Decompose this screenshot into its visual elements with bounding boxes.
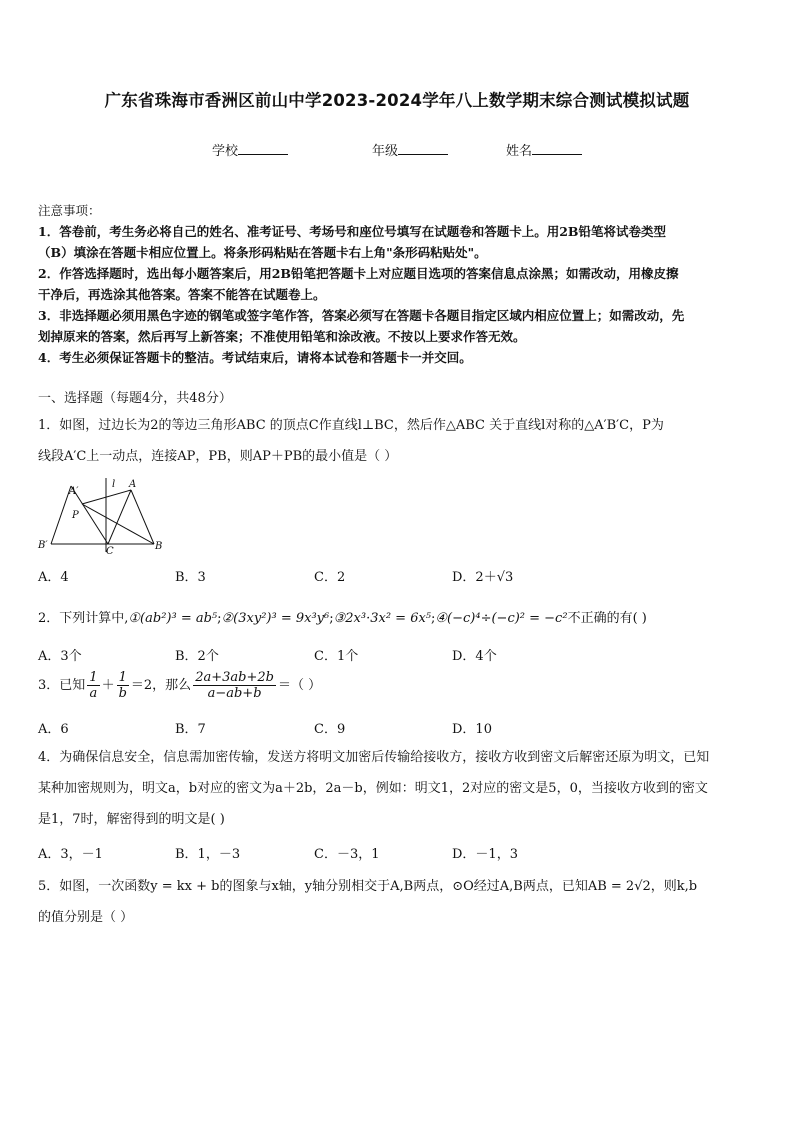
segment-pb bbox=[82, 504, 154, 544]
q1-option-a[interactable]: A．4 bbox=[38, 570, 69, 585]
q3-prefix: 3．已知 bbox=[38, 678, 86, 693]
question-1 bbox=[38, 410, 760, 472]
note-line: 2．作答选择题时，选出每小题答案后，用2B铅笔把答题卡上对应题目选项的答案信息点涂黑；如需改动，用橡皮擦 bbox=[38, 266, 679, 281]
q2-option-d[interactable]: D．4个 bbox=[452, 649, 497, 664]
q3-mid: ＝2，那么 bbox=[130, 678, 192, 693]
q3-option-b[interactable]: B．7 bbox=[175, 722, 206, 737]
name-blank[interactable] bbox=[532, 142, 582, 155]
grade-blank[interactable] bbox=[398, 142, 448, 155]
school-blank[interactable] bbox=[238, 142, 288, 155]
q4-option-c[interactable]: C．－3，1 bbox=[314, 847, 380, 862]
note-line: 3．非选择题必须用黑色字迹的钢笔或签字笔作答，答案必须写在答题卡各题目指定区域内相应位置上；如需改动，先 bbox=[38, 308, 685, 323]
q2-expr-1: ①(ab²)³ = ab⁵ bbox=[128, 611, 218, 626]
section-heading: 一、选择题（每题4分，共48分） bbox=[38, 391, 232, 406]
note-line: 干净后，再选涂其他答案。答案不能答在试题卷上。 bbox=[38, 287, 326, 302]
q4-option-d[interactable]: D．－1，3 bbox=[452, 847, 518, 862]
school-field[interactable] bbox=[212, 140, 288, 159]
question-2 bbox=[38, 607, 760, 626]
label-a: A bbox=[129, 479, 137, 490]
q4-options bbox=[38, 843, 760, 863]
note-line: （B）填涂在答题卡相应位置上。将条形码粘贴在答题卡右上角"条形码粘贴处"。 bbox=[38, 245, 487, 260]
q3-option-d[interactable]: D．10 bbox=[452, 722, 492, 737]
label-b: B bbox=[155, 541, 163, 552]
q3-suffix: ＝（ ） bbox=[277, 678, 322, 693]
edge-a1-b1 bbox=[51, 486, 71, 544]
label-a-prime: A′ bbox=[69, 486, 79, 497]
q4-line1: 4．为确保信息安全，信息需加密传输，发送方将明文加密后传输给接收方，接收方收到密文后解密还原为明文，已知 bbox=[38, 750, 710, 765]
q2-prefix: 2．下列计算中, bbox=[38, 611, 129, 626]
q2-expr-2: ②(3xy²)³ = 9x³y⁶ bbox=[221, 611, 330, 626]
note-line: 1．答卷前，考生务必将自己的姓名、准考证号、考场号和座位号填写在试题卷和答题卡上。用2B铅笔将试卷类型 bbox=[38, 224, 666, 239]
q2-option-c[interactable]: C．1个 bbox=[314, 649, 359, 664]
q1-option-b[interactable]: B．3 bbox=[175, 570, 206, 585]
q3-option-c[interactable]: C．9 bbox=[314, 722, 346, 737]
question-4 bbox=[38, 742, 760, 835]
q2-separator: ; bbox=[431, 611, 436, 626]
q2-expr-4: ④(−c)⁴÷(−c)² = −c² bbox=[435, 611, 568, 626]
label-b-prime: B′ bbox=[38, 540, 48, 551]
question-5 bbox=[38, 871, 760, 933]
q2-option-b[interactable]: B．2个 bbox=[175, 649, 219, 664]
q2-options bbox=[38, 645, 760, 665]
note-line: 划掉原来的答案，然后再写上新答案；不准使用铅笔和涂改液。不按以上要求作答无效。 bbox=[38, 329, 526, 344]
q1-figure bbox=[36, 476, 176, 558]
grade-field[interactable] bbox=[372, 140, 448, 159]
q3-option-a[interactable]: A．6 bbox=[38, 722, 69, 737]
q4-option-a[interactable]: A．3，－1 bbox=[38, 847, 103, 862]
q4-line3: 是1，7时，解密得到的明文是( ) bbox=[38, 812, 225, 827]
q5-line1: 5．如图，一次函数y = kx + b的图象与x轴，y轴分别相交于A,B两点，⊙O经过A,B两点，已知AB = 2√2，则k,b bbox=[38, 879, 698, 894]
q2-separator: ; bbox=[217, 611, 222, 626]
q1-options bbox=[38, 566, 760, 586]
grade-label: 年级 bbox=[372, 144, 399, 159]
edge-a-b bbox=[131, 490, 154, 544]
q4-option-b[interactable]: B．1，－3 bbox=[175, 847, 241, 862]
q1-line2: 线段A′C上一动点，连接AP，PB，则AP＋PB的最小值是（ ） bbox=[38, 449, 398, 464]
notes-heading: 注意事项： bbox=[38, 203, 101, 218]
q2-option-a[interactable]: A．3个 bbox=[38, 649, 82, 664]
q1-line1: 1．如图，过边长为2的等边三角形ABC 的顶点C作直线l⊥BC，然后作△ABC 关于直线l对称的△A′B′C，P为 bbox=[38, 418, 664, 433]
q2-separator: ; bbox=[329, 611, 334, 626]
page-title: 广东省珠海市香洲区前山中学2023-2024学年八上数学期末综合测试模拟试题 bbox=[104, 91, 690, 110]
notes-section bbox=[38, 200, 760, 368]
q3-options bbox=[38, 718, 760, 738]
q1-option-c[interactable]: C．2 bbox=[314, 570, 346, 585]
question-3: 3．已知 $\frac{1}{a}$ ＋ $\frac{1}{b}$ ＝2，那么 $\frac{2a+3ab+2b}{a-ab+b}$ ＝（ ） bbox=[38, 670, 322, 701]
q3-fraction-1: $\frac{1}{a}$ bbox=[89, 670, 98, 701]
edge-a-c bbox=[108, 490, 131, 544]
q3-fraction-2: $\frac{1}{b}$ bbox=[118, 670, 127, 701]
q4-line2: 某种加密规则为，明文a，b对应的密文为a＋2b，2a－b，例如：明文1，2对应的密文是5，0，当接收方收到的密文 bbox=[38, 781, 708, 796]
q1-option-d[interactable]: D．2＋√3 bbox=[452, 570, 514, 585]
school-label: 学校 bbox=[212, 144, 239, 159]
label-l: l bbox=[112, 479, 116, 490]
name-field[interactable] bbox=[506, 140, 582, 159]
label-p: P bbox=[72, 510, 79, 521]
name-label: 姓名 bbox=[506, 144, 533, 159]
label-c: C bbox=[106, 546, 114, 557]
note-line: 4．考生必须保证答题卡的整洁。考试结束后，请将本试卷和答题卡一并交回。 bbox=[38, 350, 472, 365]
q5-line2: 的值分别是（ ） bbox=[38, 910, 134, 925]
q2-suffix: 不正确的有( ) bbox=[567, 611, 647, 626]
q2-expr-3: ③2x³·3x² = 6x⁵ bbox=[333, 611, 432, 626]
q3-fraction-3: $\frac{2a+3ab+2b}{a-ab+b}$ bbox=[195, 670, 274, 701]
